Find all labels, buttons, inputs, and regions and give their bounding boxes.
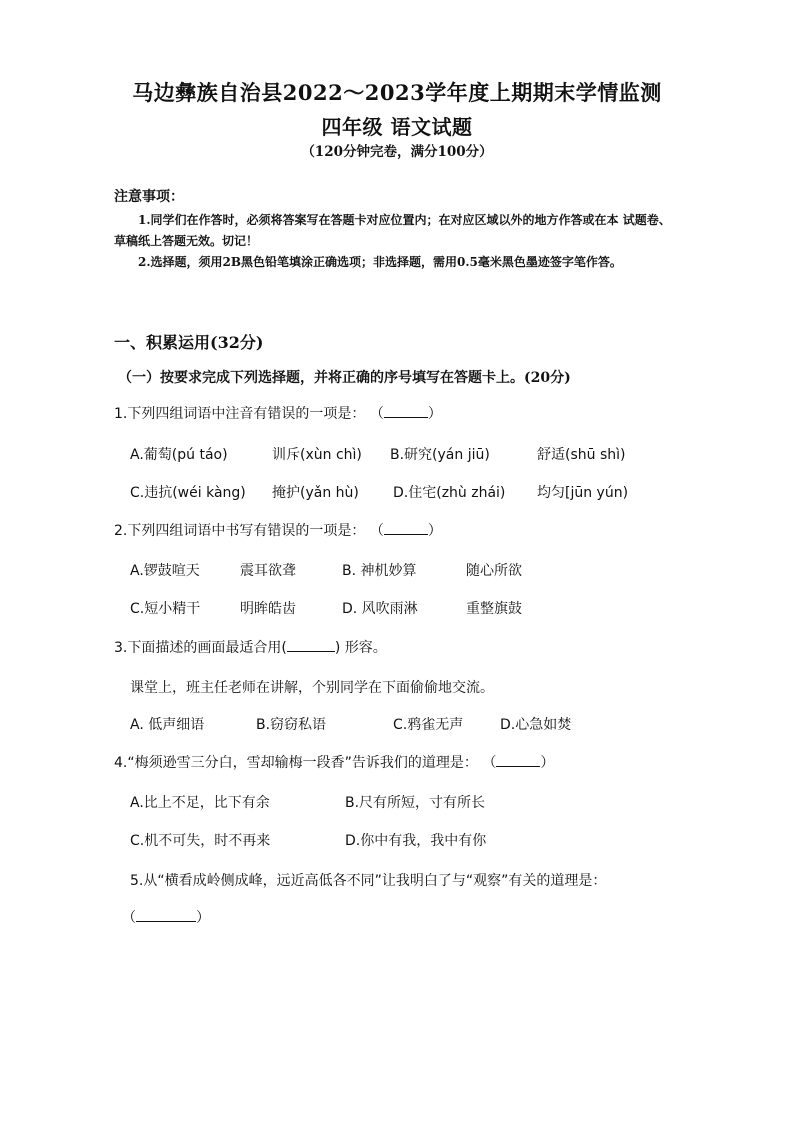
question-2-option: A.锣鼓喧天 [130,563,200,579]
question-2-option: D. 风吹雨淋 [342,601,418,617]
question-5-answer-blank[interactable] [136,907,196,922]
question-4-option: B.尺有所短，寸有所长 [345,795,486,811]
question-5-answer-line [122,907,210,927]
question-2-option: 随心所欲 [466,563,522,579]
notice-item-2: 2.选择题，须用2B黑色铅笔填涂正确选项；非选择题，需用0.5毫米黑色墨迹签字笔作答。 [138,255,622,269]
question-1-option: 掩护(yǎn hù) [272,485,359,501]
question-1-option: A.葡萄(pú táo) [130,447,228,463]
question-4-option: A.比上不足，比下有余 [130,795,270,811]
question-4-option: C.机不可失，时不再来 [130,833,271,849]
question-4-answer-blank[interactable] [496,752,540,767]
question-3-text-before: 3.下面描述的画面最适合用( [114,640,287,656]
question-1-paren-open: （ [369,406,384,422]
question-2-option: C.短小精干 [130,601,201,617]
question-2-paren-open: （ [369,523,384,539]
question-1-option: B.研究(yán jiū) [390,447,490,463]
notice-item-1: 1.同学们在作答时，必须将答案写在答题卡对应位置内；在对应区域以外的地方作答或在本 试题卷、草稿纸上答题无效。切记！ [114,213,671,248]
question-5-stem: 5.从“横看成岭侧成峰，远近高低各不同”让我明白了与“观察”有关的道理是： [130,873,607,889]
question-3-scene: 课堂上，班主任老师在讲解，个别同学在下面偷偷地交流。 [130,680,494,696]
question-1-answer-blank[interactable] [384,403,428,418]
question-2-paren-close: ） [427,523,442,539]
question-1-stem [114,403,442,423]
part-heading: （一）按要求完成下列选择题，并将正确的序号填写在答题卡上。(20分) [118,370,571,386]
question-1-option: 训斥(xùn chì) [272,447,362,463]
question-1-text: 1.下列四组词语中注音有错误的一项是： [114,406,366,422]
exam-subtitle: 四年级 语文试题 [321,115,473,139]
exam-info: （120分钟完卷，满分100分） [301,144,493,160]
question-2-text: 2.下列四组词语中书写有错误的一项是： [114,523,366,539]
question-3-stem [114,637,387,657]
question-4-paren-close: ） [540,755,555,771]
notice-heading: 注意事项： [114,189,184,205]
question-3-option: D.心急如焚 [500,717,572,733]
question-5-paren-open: （ [122,910,136,926]
question-2-option: 明眸皓齿 [240,601,296,617]
question-3-option: A. 低声细语 [130,717,205,733]
question-1-option: 均匀[jūn yún) [537,485,629,501]
question-2-option: 重整旗鼓 [466,601,522,617]
question-3-option: B.窃窃私语 [256,717,327,733]
question-1-paren-close: ） [427,406,442,422]
question-4-paren-open: （ [482,755,497,771]
question-4-stem [114,752,554,772]
question-4-text: 4.“梅须逊雪三分白，雪却输梅一段香”告诉我们的道理是： [114,755,478,771]
question-2-stem [114,520,442,540]
question-3-text-after: ) 形容。 [334,640,387,656]
question-2-answer-blank[interactable] [384,520,428,535]
question-1-option: 舒适(shū shì) [537,447,626,463]
question-2-option: B. 神机妙算 [342,563,417,579]
question-3-option: C.鸦雀无声 [393,717,464,733]
question-3-answer-blank[interactable] [287,637,335,652]
question-5-paren-close: ） [196,910,210,926]
question-1-option: D.住宅(zhù zhái) [393,485,506,501]
exam-title: 马边彝族自治县2022～2023学年度上期期末学情监测 [132,80,662,105]
question-4-option: D.你中有我，我中有你 [345,833,487,849]
question-1-option: C.违抗(wéi kàng) [130,485,246,501]
section-heading: 一、积累运用(32分) [114,333,264,352]
question-2-option: 震耳欲聋 [240,563,296,579]
